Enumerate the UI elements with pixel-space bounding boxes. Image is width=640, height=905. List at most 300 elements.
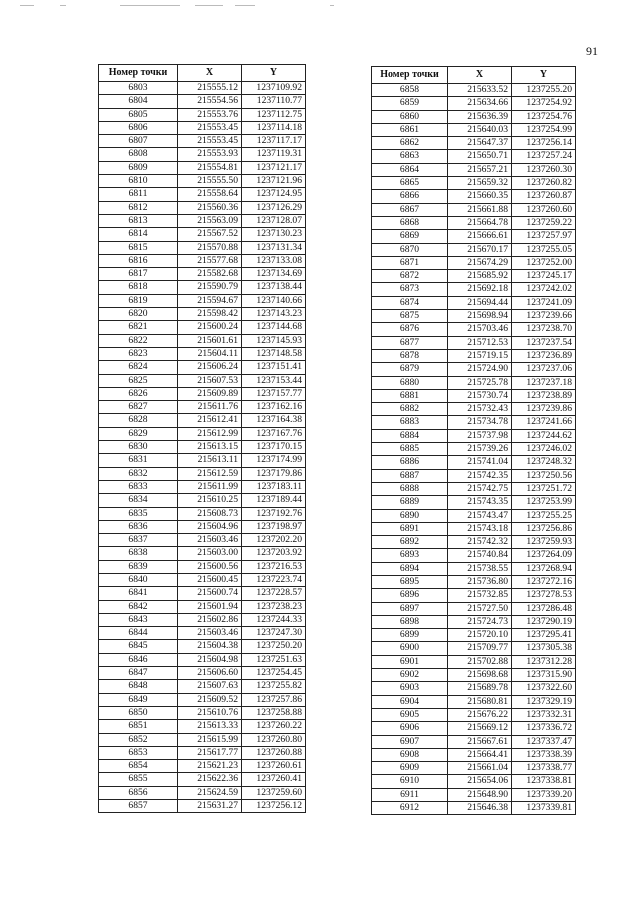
cell-y: 1237290.19 [512,615,576,628]
cell-x: 215676.22 [448,708,512,721]
cell-y: 1237337.47 [512,735,576,748]
cell-x: 215602.86 [178,613,242,626]
cell-y: 1237250.20 [242,640,306,653]
cell-x: 215607.53 [178,374,242,387]
cell-x: 215622.36 [178,773,242,786]
cell-point-number: 6883 [372,416,448,429]
cell-y: 1237257.24 [512,150,576,163]
cell-point-number: 6894 [372,562,448,575]
cell-y: 1237260.80 [242,733,306,746]
cell-y: 1237216.53 [242,560,306,573]
cell-point-number: 6811 [99,188,178,201]
cell-point-number: 6898 [372,615,448,628]
cell-point-number: 6837 [99,534,178,547]
cell-y: 1237109.92 [242,82,306,95]
cell-y: 1237252.00 [512,256,576,269]
cell-x: 215692.18 [448,283,512,296]
cell-x: 215727.50 [448,602,512,615]
cell-y: 1237260.60 [512,203,576,216]
cell-y: 1237255.20 [512,84,576,97]
header-x: X [448,67,512,84]
cell-x: 215742.32 [448,536,512,549]
scan-artifacts [20,3,350,9]
cell-point-number: 6857 [99,800,178,813]
cell-y: 1237260.41 [242,773,306,786]
cell-x: 215741.04 [448,456,512,469]
cell-point-number: 6827 [99,401,178,414]
table-row [372,482,576,495]
cell-y: 1237339.81 [512,802,576,815]
table-row [372,270,576,283]
table-row [99,95,306,108]
table-row [372,137,576,150]
cell-point-number: 6829 [99,427,178,440]
cell-y: 1237237.06 [512,363,576,376]
table-row [372,522,576,535]
cell-x: 215611.76 [178,401,242,414]
cell-x: 215719.15 [448,349,512,362]
table-row [99,733,306,746]
cell-y: 1237138.44 [242,281,306,294]
cell-point-number: 6842 [99,600,178,613]
cell-point-number: 6821 [99,321,178,334]
header-y: Y [242,65,306,82]
cell-x: 215600.74 [178,587,242,600]
cell-point-number: 6909 [372,762,448,775]
table-row [99,294,306,307]
cell-point-number: 6863 [372,150,448,163]
cell-point-number: 6803 [99,82,178,95]
cell-point-number: 6882 [372,403,448,416]
cell-x: 215634.66 [448,97,512,110]
cell-x: 215594.67 [178,294,242,307]
cell-x: 215732.85 [448,589,512,602]
cell-y: 1237133.08 [242,254,306,267]
table-row [99,214,306,227]
cell-x: 215661.04 [448,762,512,775]
table-row [99,800,306,813]
cell-y: 1237254.76 [512,110,576,123]
cell-x: 215601.61 [178,334,242,347]
table-row [372,349,576,362]
cell-x: 215738.55 [448,562,512,575]
cell-x: 215582.68 [178,268,242,281]
cell-point-number: 6845 [99,640,178,653]
cell-y: 1237130.23 [242,228,306,241]
cell-point-number: 6816 [99,254,178,267]
cell-point-number: 6850 [99,706,178,719]
table-row [372,97,576,110]
cell-x: 215659.32 [448,177,512,190]
table-row [372,389,576,402]
cell-y: 1237124.95 [242,188,306,201]
cell-y: 1237256.86 [512,522,576,535]
table-row [99,627,306,640]
cell-y: 1237260.87 [512,190,576,203]
header-y: Y [512,67,576,84]
cell-point-number: 6843 [99,613,178,626]
table-row [99,560,306,573]
cell-y: 1237192.76 [242,507,306,520]
cell-x: 215636.39 [448,110,512,123]
cell-y: 1237174.99 [242,454,306,467]
cell-y: 1237167.76 [242,427,306,440]
cell-x: 215734.78 [448,416,512,429]
cell-y: 1237259.60 [242,786,306,799]
cell-point-number: 6820 [99,308,178,321]
table-row [99,653,306,666]
table-row [372,562,576,575]
cell-y: 1237248.32 [512,456,576,469]
cell-x: 215648.90 [448,788,512,801]
cell-point-number: 6813 [99,214,178,227]
cell-x: 215553.45 [178,135,242,148]
cell-x: 215558.64 [178,188,242,201]
cell-y: 1237126.29 [242,201,306,214]
cell-y: 1237112.75 [242,108,306,121]
cell-point-number: 6830 [99,441,178,454]
cell-y: 1237260.61 [242,760,306,773]
cell-x: 215685.92 [448,270,512,283]
table-row [372,150,576,163]
cell-point-number: 6890 [372,509,448,522]
table-row [99,441,306,454]
table-row [372,84,576,97]
cell-y: 1237260.30 [512,163,576,176]
cell-x: 215732.43 [448,403,512,416]
table-row [99,467,306,480]
table-row [372,695,576,708]
cell-y: 1237242.02 [512,283,576,296]
cell-point-number: 6872 [372,270,448,283]
cell-point-number: 6908 [372,748,448,761]
cell-point-number: 6828 [99,414,178,427]
table-row [99,281,306,294]
cell-y: 1237223.74 [242,573,306,586]
table-row [372,323,576,336]
cell-y: 1237322.60 [512,682,576,695]
cell-x: 215600.24 [178,321,242,334]
cell-point-number: 6862 [372,137,448,150]
cell-x: 215553.93 [178,148,242,161]
table-row [99,706,306,719]
cell-x: 215667.61 [448,735,512,748]
table-row [99,454,306,467]
cell-x: 215650.71 [448,150,512,163]
cell-x: 215712.53 [448,336,512,349]
table-header-row [99,65,306,82]
table-row [372,203,576,216]
cell-point-number: 6887 [372,469,448,482]
table-header-row [372,67,576,84]
cell-y: 1237250.56 [512,469,576,482]
cell-point-number: 6806 [99,121,178,134]
cell-y: 1237244.33 [242,613,306,626]
cell-x: 215724.90 [448,363,512,376]
cell-point-number: 6826 [99,387,178,400]
cell-y: 1237148.58 [242,347,306,360]
table-row [372,190,576,203]
cell-y: 1237260.22 [242,720,306,733]
cell-point-number: 6846 [99,653,178,666]
cell-y: 1237338.39 [512,748,576,761]
cell-point-number: 6905 [372,708,448,721]
cell-x: 215703.46 [448,323,512,336]
table-row [372,589,576,602]
table-row [372,536,576,549]
cell-x: 215709.77 [448,642,512,655]
cell-x: 215698.94 [448,310,512,323]
cell-point-number: 6907 [372,735,448,748]
table-row [372,735,576,748]
cell-point-number: 6833 [99,480,178,493]
cell-y: 1237189.44 [242,494,306,507]
cell-point-number: 6859 [372,97,448,110]
cell-y: 1237244.62 [512,429,576,442]
cell-point-number: 6838 [99,547,178,560]
table-row [99,347,306,360]
cell-x: 215555.12 [178,82,242,95]
cell-y: 1237203.92 [242,547,306,560]
header-point-number: Номер точки [372,67,448,84]
table-row [372,163,576,176]
cell-y: 1237255.25 [512,509,576,522]
cell-y: 1237339.20 [512,788,576,801]
cell-x: 215617.77 [178,746,242,759]
table-row [99,573,306,586]
cell-point-number: 6841 [99,587,178,600]
cell-x: 215724.73 [448,615,512,628]
cell-x: 215743.18 [448,522,512,535]
cell-y: 1237247.30 [242,627,306,640]
cell-x: 215631.27 [178,800,242,813]
cell-x: 215740.84 [448,549,512,562]
cell-x: 215737.98 [448,429,512,442]
cell-point-number: 6810 [99,175,178,188]
cell-x: 215725.78 [448,376,512,389]
cell-point-number: 6817 [99,268,178,281]
cell-y: 1237257.97 [512,230,576,243]
cell-x: 215615.99 [178,733,242,746]
table-row [99,268,306,281]
cell-y: 1237144.68 [242,321,306,334]
table-row [99,161,306,174]
cell-point-number: 6814 [99,228,178,241]
cell-point-number: 6903 [372,682,448,695]
cell-point-number: 6910 [372,775,448,788]
table-row [372,748,576,761]
cell-point-number: 6892 [372,536,448,549]
cell-point-number: 6901 [372,655,448,668]
cell-point-number: 6888 [372,482,448,495]
table-row [372,549,576,562]
cell-point-number: 6848 [99,680,178,693]
cell-y: 1237114.18 [242,121,306,134]
cell-x: 215657.21 [448,163,512,176]
table-row [372,496,576,509]
cell-x: 215609.89 [178,387,242,400]
cell-x: 215646.38 [448,802,512,815]
cell-x: 215661.88 [448,203,512,216]
table-row [99,600,306,613]
cell-y: 1237145.93 [242,334,306,347]
coordinates-table-right [371,66,576,815]
cell-x: 215730.74 [448,389,512,402]
cell-y: 1237268.94 [512,562,576,575]
cell-x: 215603.00 [178,547,242,560]
cell-x: 215600.56 [178,560,242,573]
cell-x: 215669.12 [448,722,512,735]
cell-y: 1237256.12 [242,800,306,813]
table-row [372,642,576,655]
table-row [372,722,576,735]
cell-point-number: 6873 [372,283,448,296]
cell-y: 1237278.53 [512,589,576,602]
table-row [372,802,576,815]
cell-point-number: 6809 [99,161,178,174]
cell-x: 215604.11 [178,347,242,360]
cell-y: 1237295.41 [512,629,576,642]
cell-y: 1237332.31 [512,708,576,721]
cell-y: 1237238.89 [512,389,576,402]
cell-x: 215689.78 [448,682,512,695]
cell-point-number: 6879 [372,363,448,376]
cell-x: 215553.76 [178,108,242,121]
cell-x: 215601.94 [178,600,242,613]
cell-y: 1237241.09 [512,296,576,309]
table-row [99,228,306,241]
cell-y: 1237259.93 [512,536,576,549]
table-row [99,334,306,347]
cell-point-number: 6835 [99,507,178,520]
cell-y: 1237312.28 [512,655,576,668]
cell-x: 215666.61 [448,230,512,243]
table-row [99,613,306,626]
cell-y: 1237258.88 [242,706,306,719]
cell-y: 1237164.38 [242,414,306,427]
cell-point-number: 6904 [372,695,448,708]
cell-x: 215674.29 [448,256,512,269]
cell-x: 215590.79 [178,281,242,294]
cell-point-number: 6869 [372,230,448,243]
cell-y: 1237305.38 [512,642,576,655]
cell-y: 1237228.57 [242,587,306,600]
cell-x: 215577.68 [178,254,242,267]
cell-y: 1237238.70 [512,323,576,336]
table-row [372,762,576,775]
cell-x: 215633.52 [448,84,512,97]
cell-y: 1237257.86 [242,693,306,706]
cell-y: 1237245.17 [512,270,576,283]
cell-x: 215567.52 [178,228,242,241]
table-row [372,336,576,349]
table-row [372,469,576,482]
table-row [99,241,306,254]
table-row [99,667,306,680]
cell-y: 1237151.41 [242,361,306,374]
table-row [372,443,576,456]
table-row [372,615,576,628]
table-row [99,254,306,267]
cell-point-number: 6881 [372,389,448,402]
cell-x: 215743.35 [448,496,512,509]
cell-x: 215621.23 [178,760,242,773]
table-row [372,629,576,642]
cell-point-number: 6906 [372,722,448,735]
table-row [372,509,576,522]
table-row [372,669,576,682]
cell-point-number: 6832 [99,467,178,480]
cell-y: 1237162.16 [242,401,306,414]
cell-y: 1237117.17 [242,135,306,148]
cell-y: 1237198.97 [242,520,306,533]
cell-point-number: 6840 [99,573,178,586]
cell-point-number: 6822 [99,334,178,347]
cell-point-number: 6876 [372,323,448,336]
cell-y: 1237255.82 [242,680,306,693]
cell-point-number: 6911 [372,788,448,801]
cell-x: 215608.73 [178,507,242,520]
table-row [372,416,576,429]
cell-y: 1237183.11 [242,480,306,493]
cell-x: 215604.96 [178,520,242,533]
cell-x: 215555.50 [178,175,242,188]
cell-y: 1237241.66 [512,416,576,429]
cell-y: 1237338.81 [512,775,576,788]
cell-point-number: 6855 [99,773,178,786]
cell-x: 215604.38 [178,640,242,653]
cell-x: 215554.56 [178,95,242,108]
cell-point-number: 6897 [372,602,448,615]
cell-point-number: 6812 [99,201,178,214]
cell-point-number: 6852 [99,733,178,746]
cell-point-number: 6861 [372,123,448,136]
cell-x: 215606.60 [178,667,242,680]
table-row [99,135,306,148]
table-row [372,775,576,788]
cell-point-number: 6819 [99,294,178,307]
table-row [372,230,576,243]
cell-y: 1237272.16 [512,575,576,588]
cell-point-number: 6856 [99,786,178,799]
cell-point-number: 6900 [372,642,448,655]
coordinates-table-left [98,64,306,813]
table-row [99,480,306,493]
cell-point-number: 6885 [372,443,448,456]
cell-point-number: 6870 [372,243,448,256]
table-row [372,456,576,469]
table-row [372,363,576,376]
cell-point-number: 6858 [372,84,448,97]
cell-x: 215554.81 [178,161,242,174]
cell-x: 215603.46 [178,627,242,640]
cell-point-number: 6884 [372,429,448,442]
cell-x: 215607.63 [178,680,242,693]
cell-point-number: 6853 [99,746,178,759]
cell-x: 215598.42 [178,308,242,321]
table-row [99,680,306,693]
cell-y: 1237157.77 [242,387,306,400]
cell-point-number: 6878 [372,349,448,362]
cell-y: 1237119.31 [242,148,306,161]
cell-x: 215702.88 [448,655,512,668]
cell-x: 215609.52 [178,693,242,706]
table-row [372,110,576,123]
cell-y: 1237246.02 [512,443,576,456]
table-row [99,308,306,321]
cell-point-number: 6874 [372,296,448,309]
cell-y: 1237238.23 [242,600,306,613]
